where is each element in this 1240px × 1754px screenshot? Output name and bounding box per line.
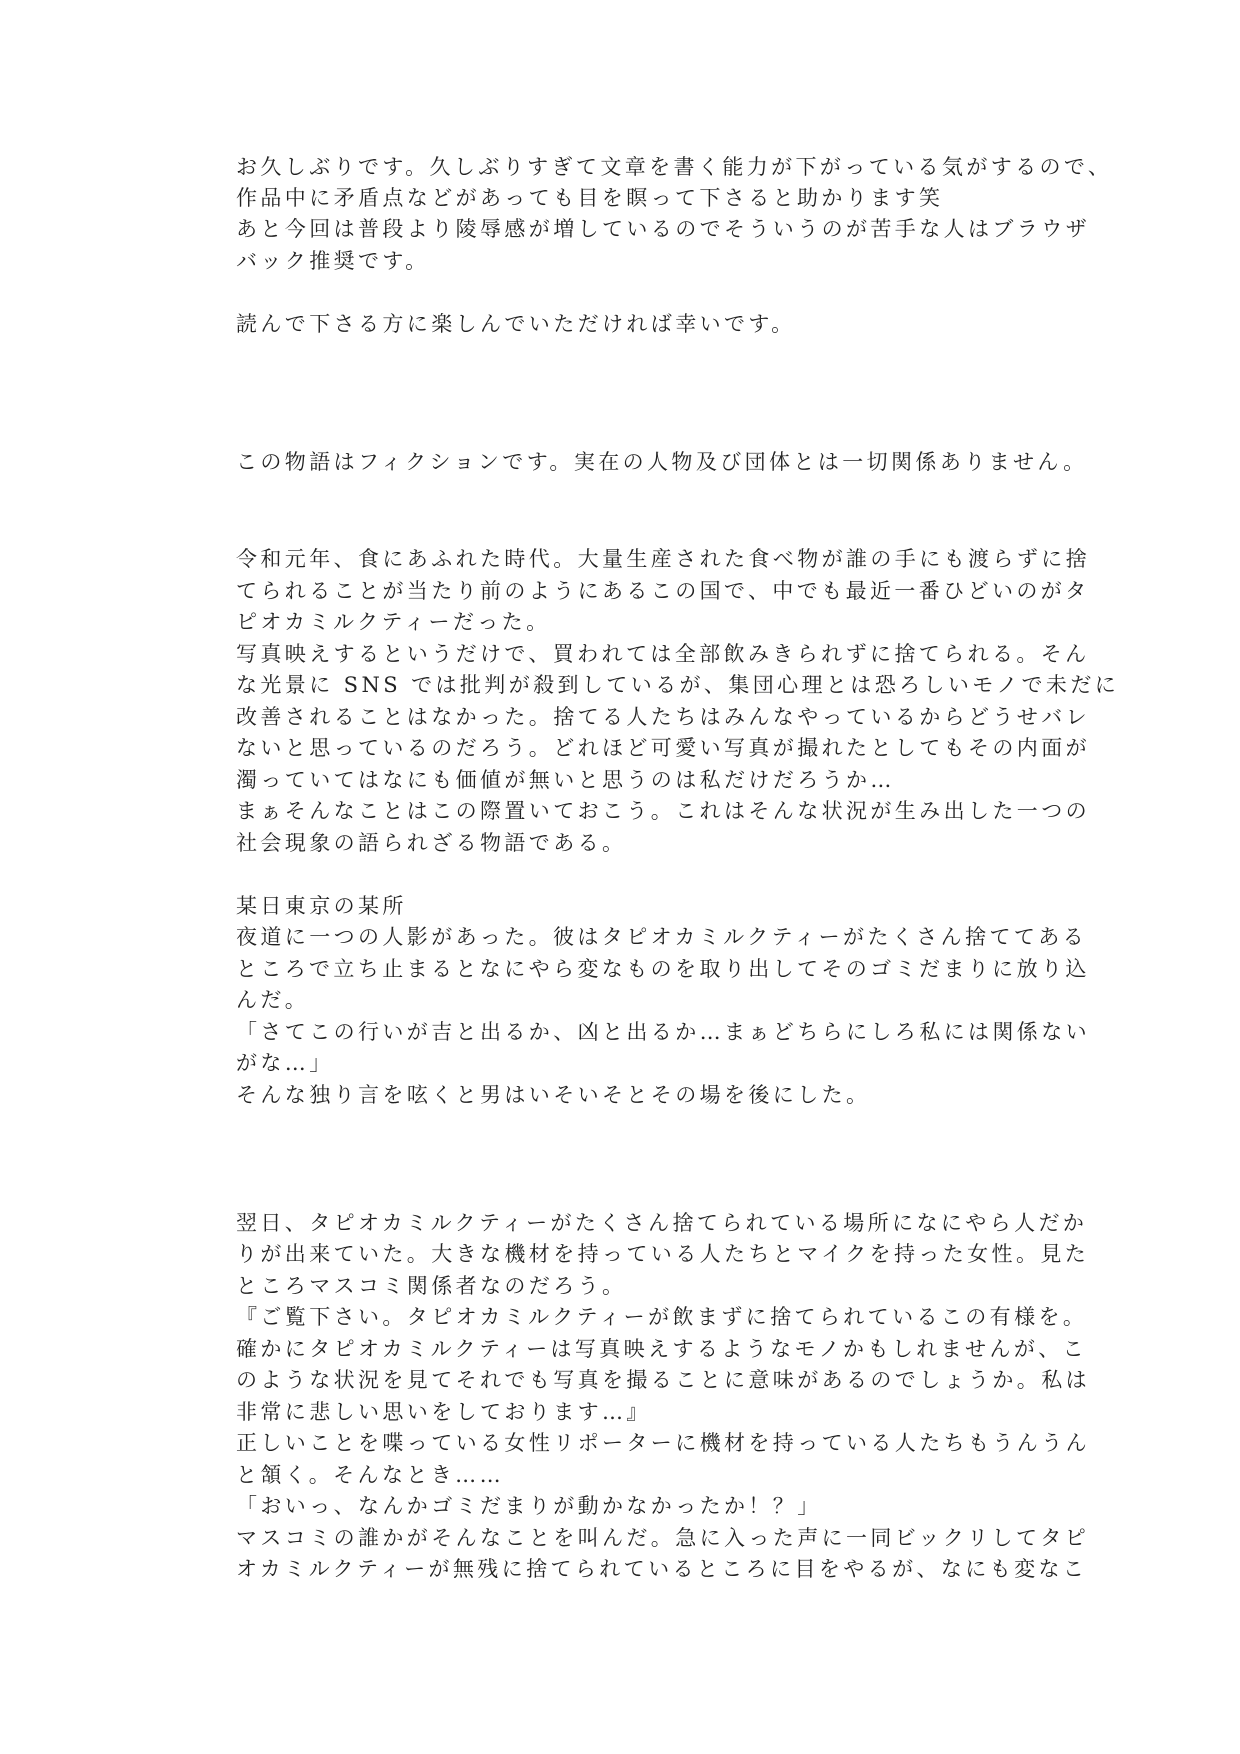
text-line: 社会現象の語られざる物語である。 bbox=[236, 831, 627, 855]
text-line: 確かにタピオカミルクティーは写真映えするようなモノかもしれませんが、こ bbox=[236, 1337, 1088, 1361]
text-line: りが出来ていた。大きな機材を持っている人たちとマイクを持った女性。見た bbox=[236, 1242, 1090, 1266]
text-line: まぁそんなことはこの際置いておこう。これはそんな状況が生み出した一つの bbox=[236, 799, 1090, 823]
text-line: 作品中に矛盾点などがあっても目を瞑って下さると助かります笑 bbox=[236, 186, 944, 210]
text-line: オカミルクティーが無残に捨てられているところに目をやるが、なにも変なこ bbox=[236, 1557, 1088, 1581]
text-line: んだ。 bbox=[236, 988, 310, 1012]
text-line: ないと思っているのだろう。どれほど可愛い写真が撮れたとしてもその内面が bbox=[236, 736, 1090, 760]
text-line: そんな独り言を呟くと男はいそいそとその場を後にした。 bbox=[236, 1083, 871, 1107]
text-line: 改善されることはなかった。捨てる人たちはみんなやっているからどうせバレ bbox=[236, 705, 1090, 729]
text-line: 『ご覧下さい。タピオカミルクティーが飲まずに捨てられているこの有様を。 bbox=[236, 1305, 1088, 1329]
text-line: 某日東京の某所 bbox=[236, 894, 407, 918]
text-line: 読んで下さる方に楽しんでいただければ幸いです。 bbox=[236, 312, 796, 336]
text-line: ところで立ち止まるとなにやら変なものを取り出してそのゴミだまりに放り込 bbox=[236, 957, 1090, 981]
text-line: この物語はフィクションです。実在の人物及び団体とは一切関係ありません。 bbox=[236, 450, 1088, 474]
text-line: てられることが当たり前のようにあるこの国で、中でも最近一番ひどいのがタ bbox=[236, 579, 1090, 603]
text-line: お久しぶりです。久しぶりすぎて文章を書く能力が下がっている気がするので、 bbox=[236, 155, 1113, 179]
text-line: な光景に SNS では批判が殺到しているが、集団心理とは恐ろしいモノで未だに bbox=[236, 673, 1120, 697]
text-line: バック推奨です。 bbox=[236, 249, 430, 273]
text-line: ピオカミルクティーだった。 bbox=[236, 610, 551, 634]
text-line: 正しいことを喋っている女性リポーターに機材を持っている人たちもうんうん bbox=[236, 1431, 1090, 1455]
text-line: と頷く。そんなとき…… bbox=[236, 1463, 504, 1487]
text-line: 「おいっ、なんかゴミだまりが動かなかったか！？」 bbox=[236, 1494, 822, 1518]
text-line: がな…」 bbox=[236, 1051, 334, 1075]
text-line: ところマスコミ関係者なのだろう。 bbox=[236, 1274, 627, 1298]
text-line: 夜道に一つの人影があった。彼はタピオカミルクティーがたくさん捨ててある bbox=[236, 925, 1088, 949]
text-line: マスコミの誰かがそんなことを叫んだ。急に入った声に一同ビックリしてタピ bbox=[236, 1526, 1090, 1550]
text-line: あと今回は普段より陵辱感が増しているのでそういうのが苦手な人はブラウザ bbox=[236, 217, 1090, 241]
text-line: 令和元年、食にあふれた時代。大量生産された食べ物が誰の手にも渡らずに捨 bbox=[236, 547, 1090, 571]
text-line: 翌日、タピオカミルクティーがたくさん捨てられている場所になにやら人だか bbox=[236, 1211, 1088, 1235]
text-line: 「さてこの行いが吉と出るか、凶と出るか…まぁどちらにしろ私には関係ない bbox=[236, 1020, 1090, 1044]
text-line: 非常に悲しい思いをしております…』 bbox=[236, 1400, 651, 1424]
text-line: 写真映えするというだけで、買われては全部飲みきられずに捨てられる。そん bbox=[236, 642, 1090, 666]
text-line: のような状況を見てそれでも写真を撮ることに意味があるのでしょうか。私は bbox=[236, 1368, 1090, 1392]
text-line: 濁っていてはなにも価値が無いと思うのは私だけだろうか… bbox=[236, 768, 895, 792]
